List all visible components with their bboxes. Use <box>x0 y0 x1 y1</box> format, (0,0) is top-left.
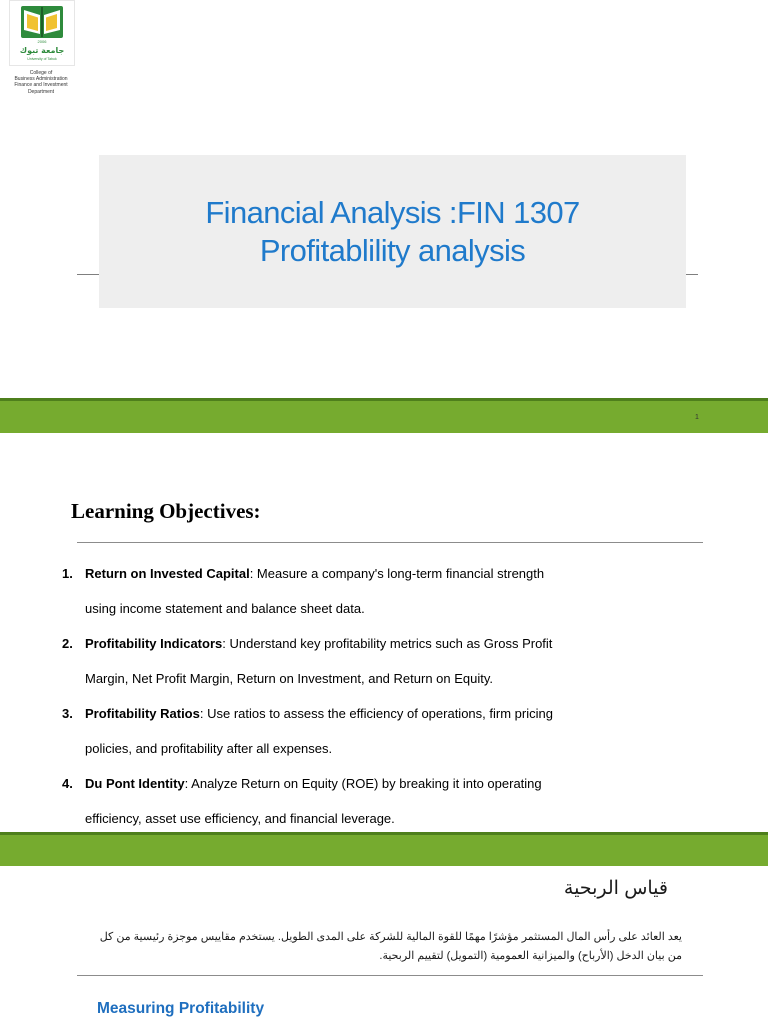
objective-number: 4. <box>62 776 73 791</box>
logo-caption-line: College of <box>29 70 53 76</box>
objective-text: : Analyze Return on Equity (ROE) by breaking it into operating <box>184 776 542 791</box>
objective-line <box>85 633 572 668</box>
logo-arabic-name: جامعة تبوك <box>19 46 65 55</box>
section-rule <box>77 975 703 976</box>
objective-term: Profitability Indicators <box>85 636 223 651</box>
objective-item <box>62 703 572 773</box>
title-rule-right <box>686 274 698 275</box>
objective-term: Profitability Ratios <box>85 706 200 721</box>
logo-english-name: University of Tabuk <box>27 57 57 61</box>
arabic-heading: قياس الربحية <box>563 878 668 899</box>
logo-emblem-icon <box>10 1 74 65</box>
band-top-line <box>0 398 768 401</box>
logo-caption <box>0 70 82 95</box>
slide-number: 1 <box>695 414 699 421</box>
arabic-line: يعد العائد على رأس المال المستثمر مؤشرًا مهمًا للقوة المالية للشركة على المدى الطويل. يستخدم مقاييس موجزة رئيسية من كل <box>99 931 682 943</box>
title-rule-left <box>77 274 99 275</box>
logo-caption-line: Finance and Investment <box>14 82 68 89</box>
band-top-line <box>0 832 768 835</box>
title-line-1: Financial Analysis :FIN 1307 <box>205 194 580 230</box>
logo-caption-line: Department <box>27 88 55 95</box>
objective-line <box>85 773 572 808</box>
arabic-line: من بيان الدخل (الأرباح) والميزانية العمومية (التمويل) لتقييم الربحية. <box>379 950 682 962</box>
slide-divider-band <box>0 832 768 866</box>
objective-text: : Measure a company's long-term financial strength <box>249 566 545 581</box>
objective-text-continued: Margin, Net Profit Margin, Return on Investment, and Return on Equity. <box>85 671 494 686</box>
objective-text-continued: efficiency, asset use efficiency, and financial leverage. <box>85 811 395 826</box>
objectives-list <box>62 563 572 843</box>
title-box <box>99 155 686 308</box>
title-line-2: Profitablility analysis <box>259 232 526 268</box>
slide-divider-band <box>0 398 768 433</box>
learning-objectives-heading: Learning Objectives: <box>71 499 261 523</box>
objective-line <box>85 563 572 598</box>
objective-number: 1. <box>62 566 73 581</box>
objective-item <box>62 563 572 633</box>
logo-year: 2006 <box>37 39 47 44</box>
objective-term: Return on Invested Capital <box>85 566 250 581</box>
objective-text: : Understand key profitability metrics such as Gross Profit <box>222 636 553 651</box>
objective-text-continued: policies, and profitability after all expenses. <box>85 741 333 756</box>
university-logo <box>9 0 75 66</box>
objective-term: Du Pont Identity <box>85 776 185 791</box>
objective-line <box>85 703 572 738</box>
heading-rule <box>77 542 703 543</box>
objective-number: 3. <box>62 706 73 721</box>
logo-caption-line: Business Administration <box>14 76 68 83</box>
objective-number: 2. <box>62 636 73 651</box>
objective-text: : Use ratios to assess the efficiency of operations, firm pricing <box>199 706 553 721</box>
objective-item <box>62 633 572 703</box>
objective-text-continued: using income statement and balance sheet data. <box>85 601 365 616</box>
measuring-profitability-heading: Measuring Profitability <box>97 1000 265 1017</box>
arabic-paragraph <box>88 928 682 966</box>
